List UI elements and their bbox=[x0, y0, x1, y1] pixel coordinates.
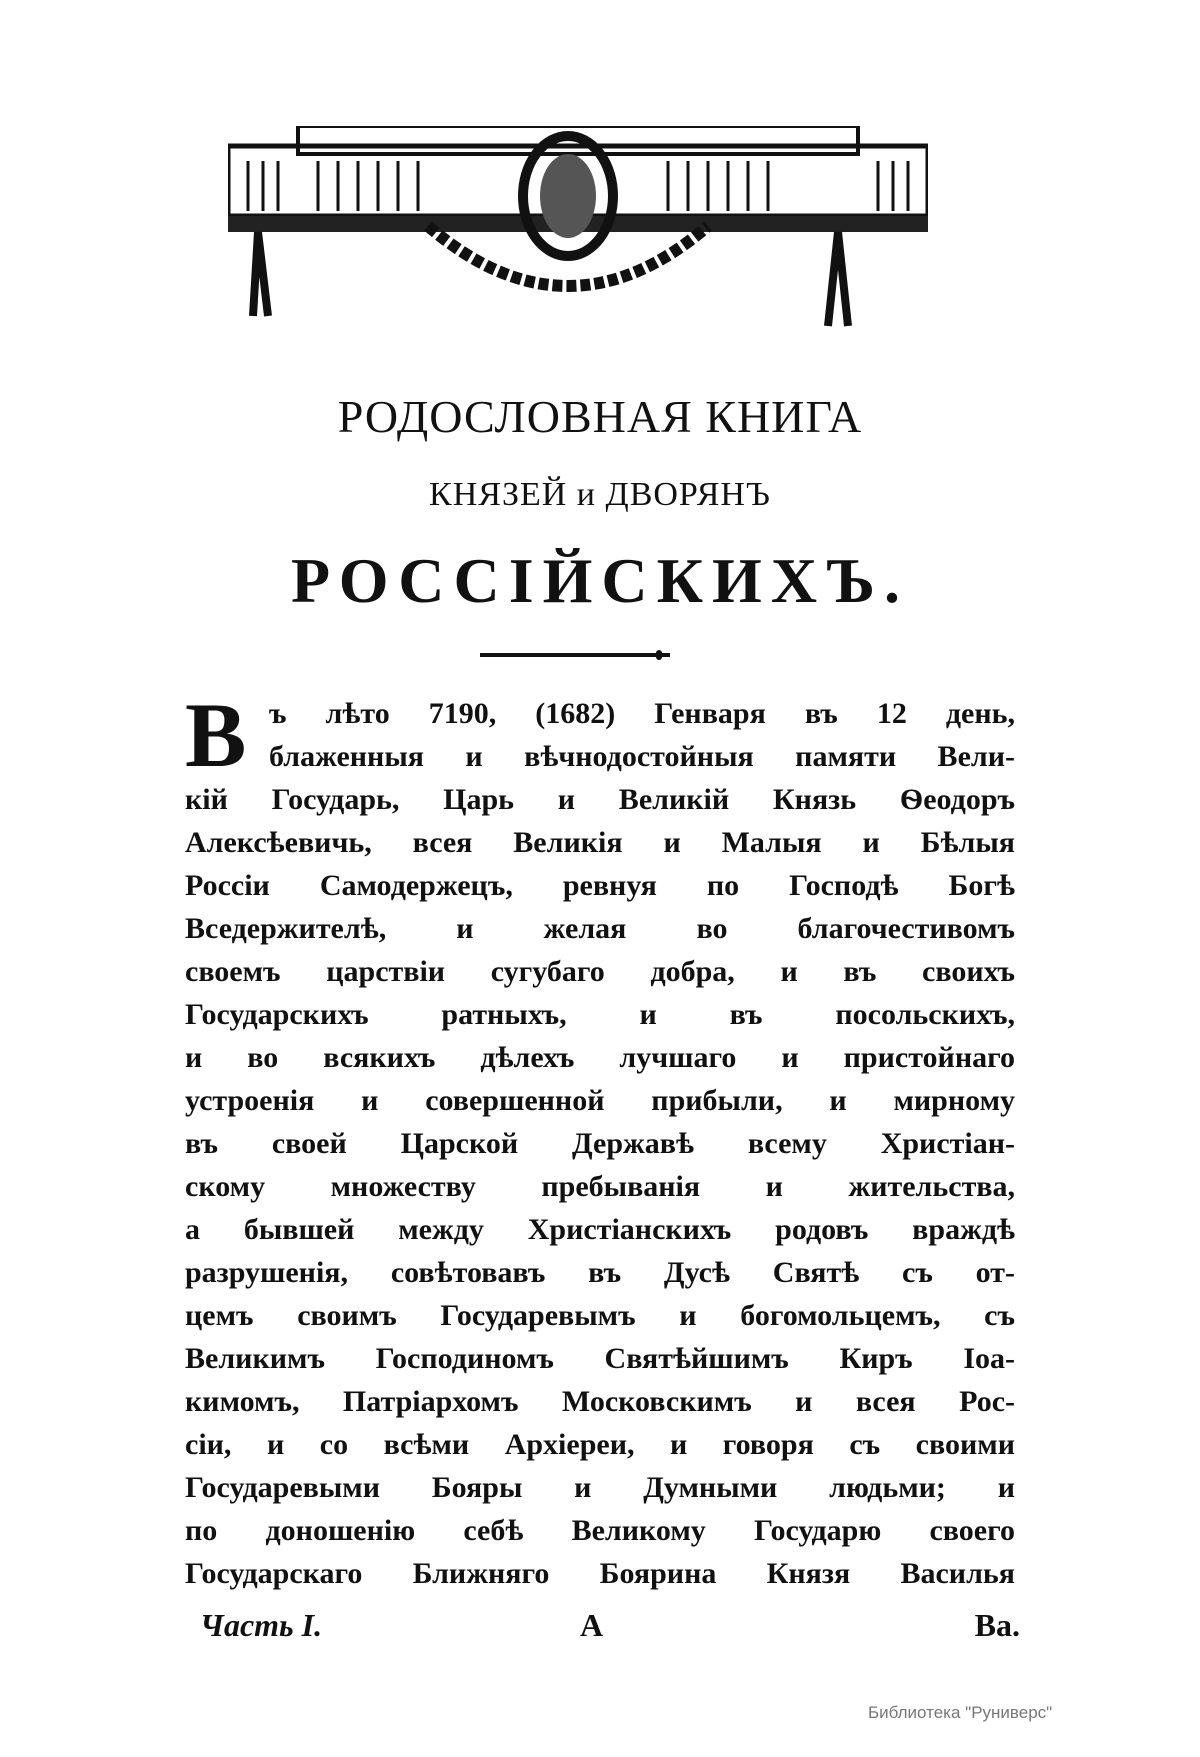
text-line: кій Государь, Царь и Великій Князь Ѳеодоръ bbox=[185, 783, 1015, 816]
text-line: ъ лѣто 7190, (1682) Генваря въ 12 день, bbox=[269, 697, 1015, 730]
divider-rule bbox=[480, 653, 670, 657]
catchword: Ва. bbox=[974, 1607, 1020, 1643]
text-line: скому множеству пребыванія и жительства, bbox=[185, 1170, 1015, 1203]
text-line: цемъ своимъ Государевымъ и богомольцемъ, съ bbox=[185, 1299, 1015, 1332]
text-line: разрушенія, совѣтовавъ въ Дусѣ Святѣ съ от- bbox=[185, 1256, 1015, 1289]
part-label: Часть I. bbox=[200, 1607, 323, 1643]
text-line: устроенія и совершенной прибыли, и мирному bbox=[185, 1084, 1015, 1117]
title-line-3: РОССІЙСКИХЪ. bbox=[291, 545, 909, 616]
library-watermark: Библиотека "Руниверс" bbox=[868, 1703, 1053, 1722]
text-line: блаженныя и вѣчнодостойныя памяти Вели- bbox=[269, 740, 1015, 773]
text-line: въ своей Царской Державѣ всему Христіан- bbox=[185, 1127, 1015, 1160]
text-line: сіи, и со всѣми Архіереи, и говоря съ своими bbox=[185, 1428, 1015, 1461]
text-line: Великимъ Господиномъ Святѣйшимъ Киръ Іоа- bbox=[185, 1342, 1015, 1375]
signature-mark: А bbox=[580, 1607, 604, 1643]
title-line-2: КНЯЗЕЙ и ДВОРЯНЪ bbox=[429, 476, 771, 513]
text-line: Вседержителѣ, и желая во благочестивомъ bbox=[185, 912, 1015, 945]
text-line: Государскаго Ближняго Боярина Князя Василья bbox=[185, 1557, 1015, 1590]
text-line: Государевыми Бояры и Думными людьми; и bbox=[185, 1471, 1015, 1504]
title-line-1: РОДОСЛОВНАЯ КНИГА bbox=[337, 391, 863, 442]
text-line: а бывшей между Христіанскихъ родовъ враждѣ bbox=[185, 1213, 1015, 1246]
text-line: своемъ царствіи сугубаго добра, и въ своихъ bbox=[185, 955, 1015, 988]
text-line: и во всякихъ дѣлехъ лучшаго и пристойнаго bbox=[185, 1041, 1015, 1074]
text-line: Государскихъ ратныхъ, и въ посольскихъ, bbox=[185, 998, 1015, 1031]
body-text bbox=[185, 692, 1015, 1595]
drop-cap: В bbox=[185, 692, 247, 778]
text-line: по доношенію себѣ Великому Государю своего bbox=[185, 1514, 1015, 1547]
text-line: Алексѣевичь, всея Великія и Малыя и Бѣлыя bbox=[185, 826, 1015, 859]
text-line: Россіи Самодержецъ, ревнуя по Господѣ Богѣ bbox=[185, 869, 1015, 902]
text-line: кимомъ, Патріархомъ Московскимъ и всея Рос- bbox=[185, 1385, 1015, 1418]
garland-headpiece-ornament bbox=[228, 126, 928, 336]
page-footer bbox=[200, 1604, 1020, 1646]
